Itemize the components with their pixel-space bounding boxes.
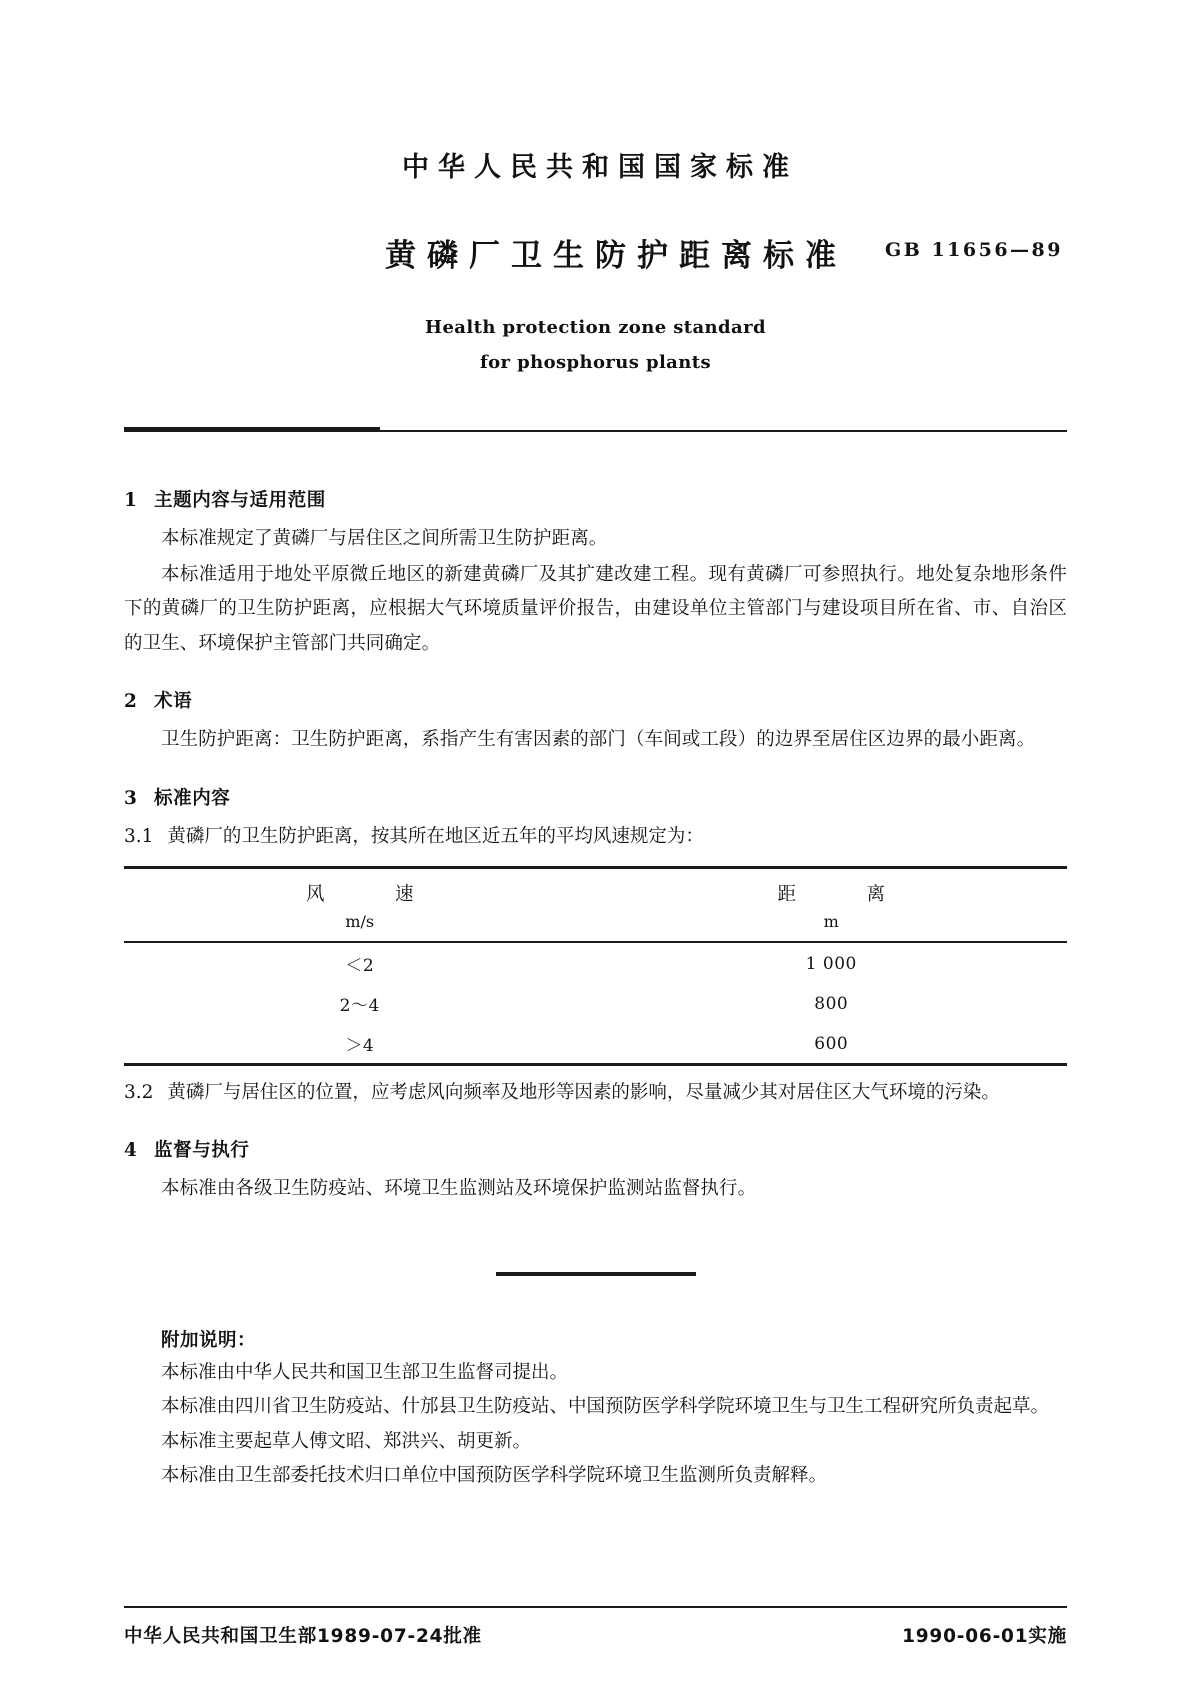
clause-3-2 <box>124 1076 1067 1110</box>
header-divider-thick <box>124 427 380 431</box>
appendix-paragraph-3: 本标准主要起草人傅文昭、郑洪兴、胡更新。 <box>161 1430 532 1452</box>
section-1-paragraph-1: 本标准规定了黄磷厂与居住区之间所需卫生防护距离。 <box>161 527 608 549</box>
english-title-line1: Health protection zone standard <box>425 317 766 339</box>
section-title-4: 监督与执行 <box>154 1140 250 1162</box>
appendix-paragraph-4: 本标准由卫生部委托技术归口单位中国预防医学科学院环境卫生监测所负责解释。 <box>161 1465 828 1487</box>
table-bottom-rule <box>124 1063 1067 1066</box>
english-title-line2: for phosphorus plants <box>480 352 711 374</box>
value-wind-speed: ＜2 <box>345 956 375 977</box>
cell-distance <box>596 943 1068 983</box>
wind-speed-distance-table <box>124 866 1067 1066</box>
appendix-block <box>124 1326 1067 1494</box>
cell-wind-speed <box>124 943 596 983</box>
table-header-cell-wind-speed <box>124 869 596 941</box>
section-heading-4 <box>124 1136 1067 1162</box>
section-2-paragraph-1: 卫生防护距离：卫生防护距离，系指产生有害因素的部门（车间或工段）的边界至居住区边界的最小距离。 <box>161 729 1036 751</box>
cell-distance <box>596 983 1068 1023</box>
appendix-title: 附加说明： <box>161 1329 257 1351</box>
section-title-3: 标准内容 <box>154 787 231 809</box>
separator-rule <box>496 1272 696 1276</box>
section-heading-3 <box>124 784 1067 810</box>
clause-number-3-2: 3.2 <box>124 1082 154 1104</box>
table-header-cell-distance <box>596 869 1068 941</box>
cell-wind-speed <box>124 1023 596 1063</box>
column-header-wind-speed: 风 速 <box>305 884 440 906</box>
section-4-paragraph-1: 本标准由各级卫生防疫站、环境卫生监测站及环境保护监测站监督执行。 <box>161 1178 757 1200</box>
section-number-2: 2 <box>124 691 138 713</box>
page-footer <box>124 1622 1067 1648</box>
value-distance: 800 <box>814 993 849 1014</box>
column-unit-wind-speed: m/s <box>345 912 375 932</box>
clause-text-3-1: 黄磷厂的卫生防护距离，按其所在地区近五年的平均风速规定为： <box>167 825 704 847</box>
table-row <box>124 983 1067 1023</box>
section-title-1: 主题内容与适用范围 <box>154 489 326 511</box>
cell-distance <box>596 1023 1068 1063</box>
table-row <box>124 1023 1067 1063</box>
section-number-1: 1 <box>124 489 138 511</box>
appendix-paragraph-1: 本标准由中华人民共和国卫生部卫生监督司提出。 <box>161 1361 569 1383</box>
section-number-4: 4 <box>124 1140 138 1162</box>
table-row <box>124 943 1067 983</box>
header-divider <box>0 427 1191 434</box>
title-row <box>0 230 1191 274</box>
section-heading-2 <box>124 687 1067 713</box>
value-distance: 1 000 <box>805 953 857 974</box>
english-title <box>0 310 1191 380</box>
column-unit-distance: m <box>823 912 839 932</box>
footer-implementation: 1990-06-01实施 <box>902 1626 1067 1647</box>
section-heading-1 <box>124 486 1067 512</box>
clause-3-1 <box>124 820 1067 854</box>
footer-approval: 中华人民共和国卫生部1989-07-24批准 <box>124 1626 482 1647</box>
value-distance: 600 <box>814 1033 849 1054</box>
appendix-paragraph-2: 本标准由四川省卫生防疫站、什邡县卫生防疫站、中国预防医学科学院环境卫生与卫生工程研究所负责起草。 <box>161 1396 1050 1418</box>
section-1-paragraph-2: 本标准适用于地处平原微丘地区的新建黄磷厂及其扩建改建工程。现有黄磷厂可参照执行。地处复杂地形条件下的黄磷厂的卫生防护距离，应根据大气环境质量评价报告，由建设单位主管部门与建设项目所在省、市、自治区的卫生、环境保护主管部门共同确定。 <box>124 563 1067 654</box>
masthead <box>0 0 1191 381</box>
table-bottom-border-row <box>124 1063 1067 1066</box>
cell-wind-speed <box>124 983 596 1023</box>
clause-text-3-2: 黄磷厂与居住区的位置，应考虑风向频率及地形等因素的影响，尽量减少其对居住区大气环境的污染。 <box>167 1082 1000 1104</box>
national-standard-label: 中华人民共和国国家标准 <box>402 152 798 183</box>
column-header-distance: 距 离 <box>777 884 911 906</box>
section-number-3: 3 <box>124 787 138 809</box>
table-header-row <box>124 869 1067 941</box>
section-title-2: 术语 <box>154 691 193 713</box>
value-wind-speed: 2～4 <box>339 996 380 1017</box>
footer-divider <box>124 1606 1067 1608</box>
standard-number: GB 11656—89 <box>885 239 1063 262</box>
page-title: 黄磷厂卫生防护距离标准 <box>385 238 847 275</box>
clause-number-3-1: 3.1 <box>124 825 154 847</box>
document-body <box>124 434 1067 1494</box>
section-separator <box>124 1261 1067 1280</box>
value-wind-speed: ＞4 <box>345 1036 375 1057</box>
